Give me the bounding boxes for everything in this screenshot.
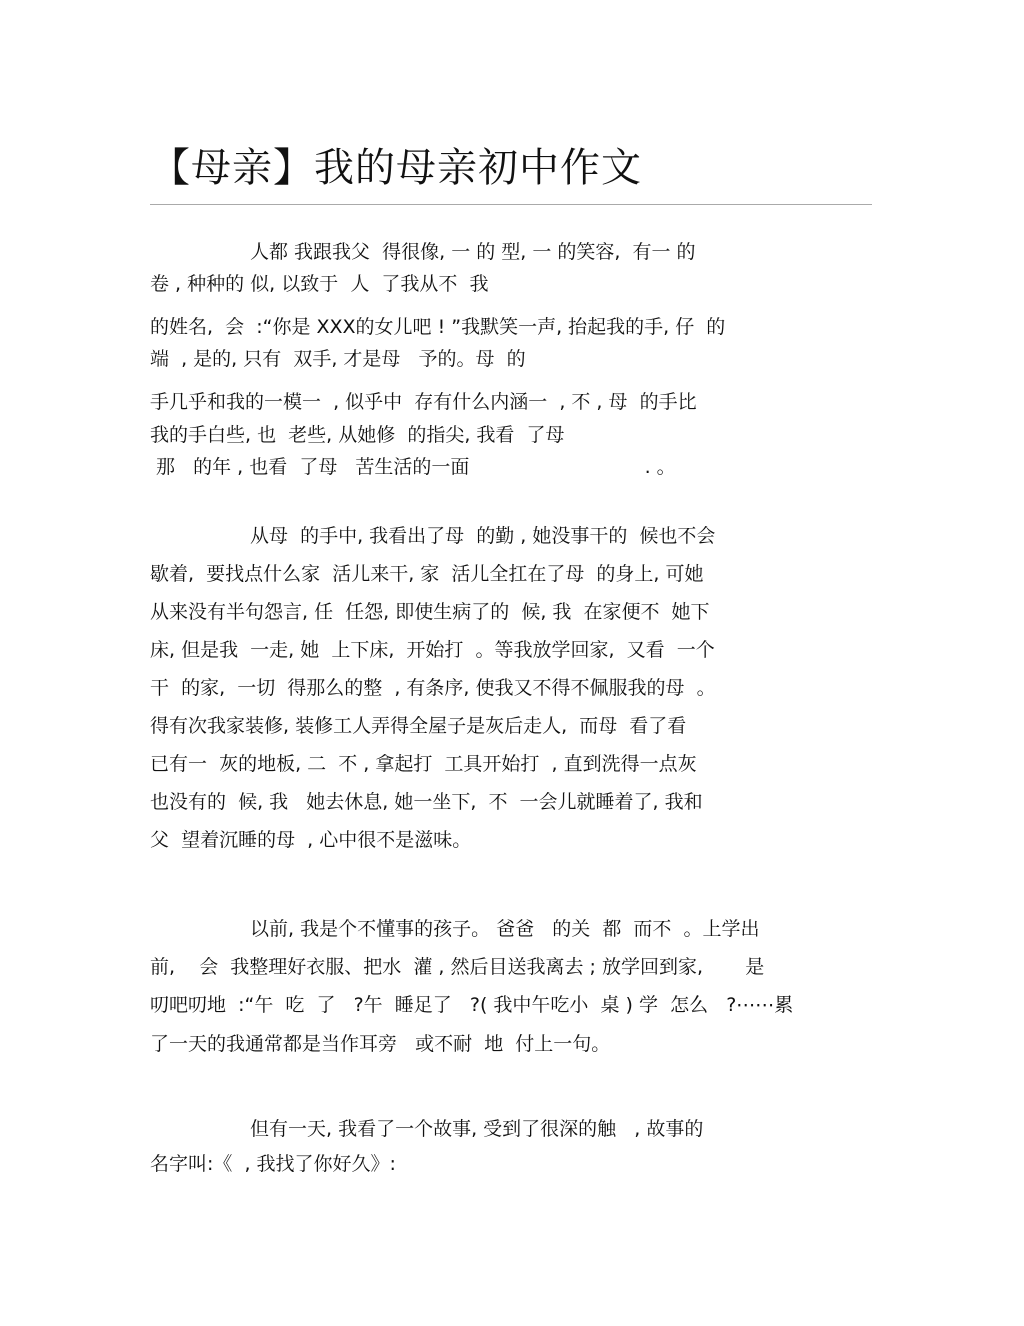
paragraph-1-line-4: 端 , 是的, 只有 双手, 才是母 予的。母 的 — [150, 348, 526, 370]
paragraph-1-line-1: 人都 我跟我父 得很像, 一 的 型, 一 的笑容, 有一 的 — [250, 241, 696, 263]
title-divider — [150, 204, 872, 205]
paragraph-3-line-3: 叨吧叨地 :“午 吃 了 ?午 睡足了 ?( 我中午吃小 桌 ) 学 怎么 ?⋯⋯累 — [150, 994, 794, 1016]
paragraph-2-line-6: 得有次我家装修, 装修工人弄得全屋子是灰后走人, 而母 看了看 — [150, 715, 687, 737]
paragraph-2-line-2: 歇着, 要找点什么家 活儿来干, 家 活儿全扛在了母 的身上, 可她 — [150, 563, 704, 585]
paragraph-2-line-8: 也没有的 候, 我 她去休息, 她一坐下, 不 一会儿就睡着了, 我和 — [150, 791, 703, 813]
document-title: 【母亲】我的母亲初中作文 — [150, 145, 642, 191]
paragraph-3-line-1: 以前, 我是个不懂事的孩子。 爸爸 的关 都 而不 。上学出 — [250, 918, 760, 940]
paragraph-1-line-6: 我的手白些, 也 老些, 从她修 的指尖, 我看 了母 — [150, 424, 565, 446]
paragraph-1-line-5: 手几乎和我的一模一 , 似乎中 存有什么内涵一 , 不 , 母 的手比 — [150, 391, 697, 413]
paragraph-3-line-2: 前, 会 我整理好衣服、把水 灌 , 然后目送我离去 ; 放学回到家, 是 — [150, 956, 765, 978]
paragraph-4-line-1: 但有一天, 我看了一个故事, 受到了很深的触 , 故事的 — [250, 1118, 704, 1140]
paragraph-2-line-4: 床, 但是我 一走, 她 上下床, 开始打 。等我放学回家, 又看 一个 — [150, 639, 715, 661]
paragraph-2-line-5: 干 的家, 一切 得那么的整 , 有条序, 使我又不得不佩服我的母 。 — [150, 677, 716, 699]
paragraph-4-line-2: 名字叫:《 , 我找了你好久》: — [150, 1153, 396, 1175]
paragraph-1-line-7: 那 的年 , 也看 了母 苦生活的一面 . 。 — [156, 456, 676, 478]
paragraph-3-line-4: 了一天的我通常都是当作耳旁 或不耐 地 付上一句。 — [150, 1033, 611, 1055]
paragraph-2-line-1: 从母 的手中, 我看出了母 的勤 , 她没事干的 候也不会 — [250, 525, 716, 547]
paragraph-2-line-9: 父 望着沉睡的母 , 心中很不是滋味。 — [150, 829, 472, 851]
paragraph-2-line-7: 已有一 灰的地板, 二 不 , 拿起打 工具开始打 , 直到洗得一点灰 — [150, 753, 697, 775]
paragraph-2-line-3: 从来没有半句怨言, 任 任怨, 即使生病了的 候, 我 在家便不 她下 — [150, 601, 710, 623]
paragraph-1-line-2: 卷 , 种种的 似, 以致于 人 了我从不 我 — [150, 273, 489, 295]
paragraph-1-line-3: 的姓名, 会 :“你是 XXX的女儿吧 ! ”我默笑一声, 抬起我的手, 仔 的 — [150, 316, 726, 338]
